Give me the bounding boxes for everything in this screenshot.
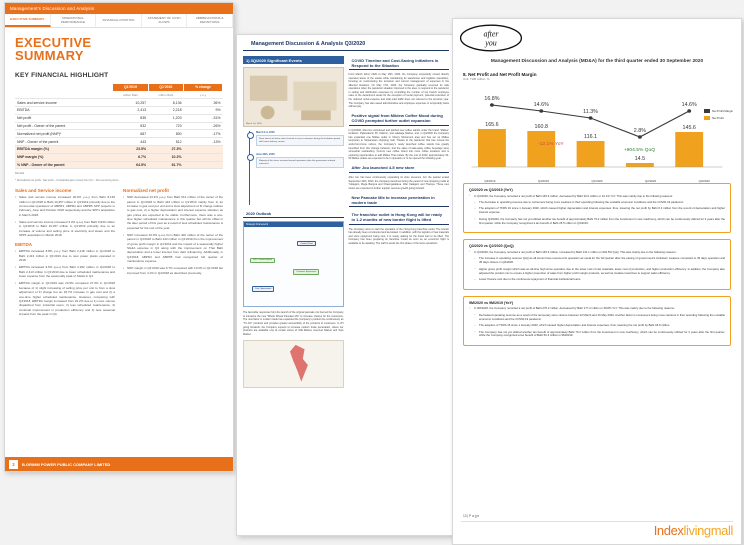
row-value-2: 512 — [148, 138, 183, 146]
doc1-title-line1: EXECUTIVE — [15, 35, 92, 50]
legend-swatch-icon — [704, 109, 710, 113]
legend-item-profit — [704, 116, 733, 120]
row-value-1: 835 — [113, 114, 148, 122]
row-value-3: 9% — [184, 107, 223, 115]
table-row — [15, 99, 223, 107]
brand-part-2: livingmall — [683, 523, 733, 538]
box-subitem: – The adoption of TFRS 16 since 1 January 2020, which caused higher depreciation and interest expenses; thus, lowering the net profit by Baht 18.9 million. — [469, 324, 725, 328]
box-item: ▪ In Q3/2020, the Company recorded a net profit of Baht 145.6 million, decreased by Baht 20.0 million or 12.1% YoY. This was mainly due to the following reasons: — [469, 195, 725, 199]
doc1-header-bar — [5, 3, 233, 14]
bullet-item: ▪ NNP margin in Q1'2019 was 6.7% compared with 10.2% in Q1'2018 but improved from 4.1% in Q4'2018 as described previously. — [123, 266, 223, 275]
th-blank — [15, 83, 113, 91]
table-row — [15, 114, 223, 122]
box-title: 9M/2020 vs 9M/2019 (YoY) — [469, 300, 514, 305]
thailand-map — [243, 340, 344, 388]
row-value-3 — [184, 161, 223, 169]
row-value-1: 687 — [113, 130, 148, 138]
x-tick: Q1/2020 — [591, 179, 603, 183]
row-label: % NNP - Owner of the parent — [15, 161, 113, 169]
section-hong-kong-franchise: The franchise outlet in Hong Kong will be ready in 1-2 months of new border flight is lifted — [349, 210, 450, 224]
timeline-item — [250, 153, 344, 168]
doc1-two-columns — [15, 188, 223, 319]
svg-text:+904.5% QoQ: +904.5% QoQ — [623, 148, 656, 153]
row-value-2: 1,203 — [148, 114, 183, 122]
row-value-2: 830 — [148, 130, 183, 138]
analysis-box-9m — [463, 296, 731, 346]
photo-caption: March 1st, 2020 — [246, 123, 262, 126]
row-value-3 — [184, 145, 223, 153]
timeline-date: March 1st, 2020 — [256, 131, 275, 135]
svg-text:you: you — [485, 38, 497, 48]
row-label: Sales and service income — [15, 99, 113, 107]
doc3-header: Management Discussion and Analysis (MD&A) for the third quarter ended 30 September 2020 — [490, 59, 704, 64]
doc3-section-title: 8. Net Profit and Net Profit Margin — [463, 72, 537, 77]
after-you-logo — [459, 23, 523, 53]
strategy-diagram — [243, 221, 344, 307]
x-tick: Q3/2020 — [698, 179, 710, 183]
doc1-body — [5, 28, 233, 325]
diagram-chip: Content Pivot — [297, 241, 315, 247]
chart-x-axis-labels — [463, 179, 731, 183]
events-timeline — [249, 131, 344, 205]
box-item: ▪ In Q3/2020, the Company recorded a net profit of Baht 145.6 million, increased by Baht 131.1 million or 904.5% QoQ. This was mainly due to the following reasons: — [469, 251, 725, 255]
document-mdna-q3-2020 — [236, 34, 456, 536]
legend-item-margin — [704, 109, 733, 113]
section-pancake-mix: New Pancake Mix to increase penetration in modern trade — [349, 193, 450, 207]
paragraph: After Jou has been continuously expanding its store presence. For the quarter ended September 30th, 2020, the Company launched during the period of new shopping malls at Yuttagarn, Mega Bangna and Chaengwattana. Wan Kalagarn and Thaniya. These new stores are expected to further support revenue growth going forward. — [348, 175, 449, 190]
page-number: 2 — [9, 460, 18, 469]
row-label: Net profit — [15, 114, 113, 122]
row-value-1: 2,413 — [113, 107, 148, 115]
row-value-2: 10.2% — [148, 153, 183, 161]
doc1-footer — [5, 457, 233, 471]
row-value-1: 10,257 — [113, 99, 148, 107]
section-mildew-coffee: Positive signal from Mildew Coffee Mood during COVID prompted further outlet expansion — [349, 112, 450, 126]
legend-swatch-icon — [704, 116, 710, 120]
row-value-2: 61.7% — [148, 161, 183, 169]
doc2-left-column — [243, 56, 344, 388]
bullet-item: ▪ NNP decreased 13.3% y-o-y from Baht 512 million of the owner of the parent in Q1'2018 to Baht 443 million in Q1'2019 mainly from 1) an increase in gas cost per unit and a slow adjustment of Ft charge relative to gas cost, 2) a higher depreciation and interest expense situation as gas prices are expected to be stable. Furthermore, there was a one-time higher scheduled maintenance in this quarter but will be offset in the later period of this year as a result of less scheduled maintenance is expected for the rest of the year. — [123, 195, 223, 230]
bullet-item: ▪ EBITDA increased 9.6% q-o-q from Baht 2,202 million in Q4'2018 to Baht 2,413 million in Q1'2019 due to lower scheduled maintenance and lower expense from the seasonally peak of SG&A in Q4. — [15, 265, 115, 278]
th-q1-2019: Q1'2019 — [113, 83, 148, 91]
row-value-3: -13% — [184, 138, 223, 146]
doc1-tab-strip[interactable] — [5, 14, 233, 28]
row-label: Normalized net profit (NNP)* — [15, 130, 113, 138]
key-financial-highlight-table — [15, 83, 223, 170]
timeline-date: June 30th, 2020 — [256, 153, 275, 157]
box-subitem: – The adoption of TFRS 16 since 1 January 2020, which caused higher depreciation and interest expenses; thus, lowering the net profit by Baht 6.3 million from the record of depreciation and higher interest expense. — [469, 207, 725, 215]
table-row — [15, 153, 223, 161]
store-photo — [243, 67, 344, 127]
bullet-item: ▪ EBITDA increased 8.8% y-o-y from Baht 2,218 million in Q1'2018 to Baht 2,413 million in Q1'2019 due to new power plants operated in 2018. — [15, 249, 115, 262]
section-after-jou: After Jou launched 4-5 new store — [349, 164, 450, 173]
section-2020-outlook: 2020 Outlook — [243, 209, 344, 218]
page-number: 13 | P a g e — [463, 514, 480, 518]
paragraph: The Company aims to start the operation of the Hong Kong franchise outlet. The branch has already been constructed and decorated. In addition, with the logistics of raw materials and store equipment being sent, it is ready, waiting for the travel ban to be lifted. The Company has been preparing its franchise model as soon as an economic flight is available to be awaiting. The staff to assist the first phase of the store operations. — [348, 227, 449, 245]
diagram-chip: O2O / Omni-channel — [250, 258, 275, 264]
row-value-1: 64.5% — [113, 161, 148, 169]
row-label: EBITDA margin (%) — [15, 145, 113, 153]
td-unit-blank — [15, 91, 113, 99]
svg-text:116.1: 116.1 — [584, 134, 598, 140]
svg-text:14.5: 14.5 — [634, 156, 646, 162]
box-subitem: – During Q3/2020, the Company has not yet utilized another tax benefit of approximately Baht 70.2 million from the investment in new machinery, which can be continuously utilized for 3 years after the first quarter, while the Company recognized a tax benefit of Baht 25.5 million in Q3/2019. — [469, 218, 725, 226]
th-pct-change: % change — [184, 83, 223, 91]
row-value-3: -31% — [184, 114, 223, 122]
doc1-section-title: KEY FINANCIAL HIGHLIGHT — [15, 71, 109, 79]
svg-text:after: after — [483, 29, 499, 39]
bullet-item: ▪ Sales and service income increased 20.6% y-o-y from Baht 8,136 million in Q1'2018 to Baht 10,257 million in Q1'2019 primarily due to the commercial operations of ABPR3, ABPR4 and ABPR5 SPP projects in February, June and October 2018 respectively and the SPP1 acquisition in March 2018. — [15, 195, 115, 217]
chart-legend — [704, 109, 733, 123]
box-subitem: – The decrease in operating revenue due to consumers being more cautious in their spending following the unstable economic conditions and the COVID-19 pandemic. — [469, 201, 725, 205]
tab-operational-performance[interactable]: OPERATIONAL PERFORMANCE — [51, 14, 97, 27]
table-row — [15, 138, 223, 146]
footer-divider — [461, 521, 733, 522]
svg-text:14.6%: 14.6% — [533, 102, 549, 108]
th-q1-2018: Q1'2018 — [148, 83, 183, 91]
row-value-3: 26% — [184, 99, 223, 107]
row-value-2: 723 — [148, 122, 183, 130]
row-label: NNP - Owner of the parent — [15, 138, 113, 146]
box-subitem: – The increase in operating revenue QoQ as all stores have resumed its operation as usual for the full quarter after the easing of government's lockdown measure compared to 45 days operation and 45 days closure in Q2/2020. — [469, 257, 725, 265]
row-value-3: -17% — [184, 130, 223, 138]
analysis-box-qoq — [463, 239, 731, 289]
diagram-chip: Customer Experience — [293, 269, 319, 275]
doc3-chart-unit: Unit: THB million, % — [463, 77, 490, 81]
bullet-item: ▪ EBITDA margin in Q1'2019 was 23.5% compared 27.3% in Q1'2018 because of 1) slight increasing of selling price per unit to from a slow adjustment of Ft charge but an 18.7% increase in gas cost and 2) a one-time higher scheduled maintenance. However, comparing with Q4'2018, EBITDA margin increased from 22.2% due to 1) more volume dispatched from industrial users, 2) less scheduled maintenance, 3) continual improvement in production efficiency and 4) less seasonal impacts from the peak in Q4. — [15, 281, 115, 316]
svg-text:-12.1% YoY: -12.1% YoY — [538, 142, 564, 147]
diagram-chip: Cost Optimization — [252, 286, 274, 292]
svg-text:165.6: 165.6 — [485, 122, 499, 128]
table-row — [15, 107, 223, 115]
company-name: B.GRIMM POWER PUBLIC COMPANY LIMITED — [22, 461, 111, 467]
tab-abbreviations[interactable]: ABBREVIATIONS & DEFINITIONS — [187, 14, 233, 27]
box-subitem: – Lower finance cost due to the continuous repayment of financial institutional loans. — [469, 278, 725, 282]
remark-text: * Normalized net profit - Net profit – Unrealized gain / (loss) from FX – Non-recurring items — [15, 178, 119, 182]
timeline-item — [250, 131, 344, 146]
svg-text:11.3%: 11.3% — [583, 109, 598, 115]
net-profit-chart — [463, 85, 733, 183]
doc1-left-column — [15, 188, 115, 319]
td-unit-1: million Baht — [113, 91, 148, 99]
heading-normalized-net-profit: Normalized net profit — [123, 188, 169, 194]
row-value-3 — [184, 153, 223, 161]
bullet-item: ▪ Sales and service income increased 3.3% q-o-q from Baht 9,933 million in Q4'2018 to Baht 10,257 million in Q1'2019 primarily due to an increase of volume and selling price of electricity and steam and the SPP1 acquisition in March 2018. — [15, 220, 115, 237]
outlook-paragraph: The favorable responses from the launch of the original pancake mix has led the Company to introduce the new "Whole Wheat Pancake Mix" to increase choices for the customers. The new flavor in modern trade has expanded the Company's product line continuously as "Tin Dtr" products and provides greater accessibility of the products to customers. In 2H going forwards, the Company expects to increase modern trade penetration, where our products are available only at certain stores of Villa Market, Gourmet Market and Tops Market. — [243, 311, 344, 336]
box-item: ▪ In 9M/2020, the Company recorded a net profit of Baht 276.2 million, decreased by Baht 177.2 million or 38.8% YoY. This was mainly due to the following reasons: — [469, 307, 725, 311]
svg-text:16.8%: 16.8% — [484, 96, 500, 102]
heading-sales-and-service-income: Sales and Service income — [15, 188, 72, 194]
svg-text:145.6: 145.6 — [682, 125, 696, 131]
paragraph: From March 22nd, 2020 to May 16th, 2020, the Company temporarily closed directly operated areas of the estate while maintaining its warehouse and logistics operations, focusing on restructuring the provision and current management of expenses in the affected locations. On May 17th, 2020, the Company gradually resumed its safe operations when the pandemic situation improved in the area, to respond to the pandemic in selling and distribution expenses by controlling the number of top branch employee rates to the department areas for the exception of rental payment, potential extension of the reduced rental expense and total road traffic does not referred to the previous year. The Company has also saved administrative and employee expenses in temporarily basis without pay. — [348, 73, 449, 109]
row-value-1: 23.5% — [113, 145, 148, 153]
box-subitem: – The Company has not yet utilized another tax benefit of approximately Baht 70.2 million from the investment in new machinery, which can be continuously utilized for 3 years after the first quarter, while the Company recognized a tax benefit of Baht 50.3 million in 9M/2019. — [469, 331, 725, 339]
row-label: EBITDA — [15, 107, 113, 115]
box-title: Q3/2020 vs Q3/2019 (YoY) — [469, 188, 513, 192]
photo-illustration — [244, 68, 343, 126]
document-executive-summary — [4, 2, 234, 472]
x-tick: Q3/2019 — [484, 179, 496, 183]
doc2-title: Management Discussion & Analysis Q3/2020 — [243, 35, 449, 51]
legend-label: Net Profit — [712, 116, 724, 120]
td-unit-3: y-o-y — [184, 91, 223, 99]
row-value-3: -26% — [184, 122, 223, 130]
row-label: NNP margin (%) — [15, 153, 113, 161]
index-living-mall-logo — [654, 523, 733, 538]
table-row — [15, 161, 223, 169]
svg-text:2.8%: 2.8% — [633, 128, 646, 134]
bullet-item: ▪ NNP increased 10.0% q-o-q from Baht 403 million of the owner of the parent in Q4'2018 to Baht 443 million in Q1'2019 from the improvement of gross profit margin in Q1'2019 and the impact of a seasonally higher SG&A expense in Q4 along with the improvement on Thai Baht depreciation and a lower interest from debt refinancing. Additionally, in Q4'2018, ABPR4 and ABPR5 had recognized full quarter of maintenance expense. — [123, 233, 223, 263]
row-value-1: 532 — [113, 122, 148, 130]
x-tick: Q2/2020 — [645, 179, 657, 183]
svg-text:160.8: 160.8 — [534, 124, 548, 130]
table-row — [15, 122, 223, 130]
doc1-title-line2: SUMMARY — [15, 48, 84, 64]
tab-executive-summary[interactable]: EXECUTIVE SUMMARY — [5, 14, 51, 27]
table-header-row — [15, 83, 223, 91]
x-tick: Q4/2019 — [537, 179, 549, 183]
legend-label: Net Profit Margin — [712, 109, 733, 113]
row-value-2: 27.3% — [148, 145, 183, 153]
remark-title: Remark — [15, 172, 25, 176]
table-row — [15, 145, 223, 153]
section-covid-timeline: COVID Timeline and Cost-Saving Initiatives in Respond to the Situation — [349, 56, 450, 70]
tab-statement-of-cash-flows[interactable]: STATEMENT OF CASH FLOWS — [142, 14, 188, 27]
map-shape — [285, 345, 311, 382]
table-unit-row — [15, 91, 223, 99]
chart-svg — [463, 85, 731, 173]
row-label: Net profit - Owner of the parent — [15, 122, 113, 130]
td-unit-2: million Baht — [148, 91, 183, 99]
section-significant-events: 1) 3Q/2020 Significant Events — [243, 56, 344, 64]
table-row — [15, 130, 223, 138]
doc1-right-column — [123, 188, 223, 319]
timeline-text: Store launch of online sales channel to serve customers during the lockdown period with home delivery service. — [256, 135, 344, 146]
tab-financial-position[interactable]: FINANCIAL POSITION — [96, 14, 142, 27]
doc2-right-column — [349, 56, 450, 388]
box-title: Q3/2020 vs Q2/2020 (QoQ) — [469, 244, 514, 249]
analysis-box-yoy-q3 — [463, 183, 731, 233]
brand-part-1: Index — [653, 523, 684, 538]
row-value-1: 6.7% — [113, 153, 148, 161]
timeline-text: Majority of the stores resumed normal operations after the government relaxed measures. — [256, 157, 344, 168]
paragraph: In Q3/2020, After line introduced and pitched new coffee stands under the brand "Midlee" locations. Palamakurin 35, Kaltorm, and Lalatage Market, and, in Q3/2020 the Company has expanded one Midlee outlet in Victory Monument area and has set up Midlee temporary in Sinpanekan shopping mall. Thanks to the pandemic that has moved the work-from-home culture, the Company's newly launched coffee stands has greatly benefited from this change behavior, and the sales of take-away coffee beverage were somewhat outstanding. Current new coffee brand into more coffee locations and is exploring opportunities to add Midlee Thai outlets. By the end of 2020, approximately 40-50 Midlee outlets are expected to be in operation or to be opened the following year. — [348, 128, 449, 161]
row-value-2: 2,218 — [148, 107, 183, 115]
doc2-two-columns — [237, 51, 455, 388]
svg-text:14.6%: 14.6% — [681, 102, 697, 108]
heading-ebitda: EBITDA — [15, 242, 33, 248]
row-value-1: 443 — [113, 138, 148, 146]
doc1-header-title: Management's Discussion and Analysis — [10, 6, 95, 11]
box-subitem: – Decreased operating revenue as a result of the temporary store closure between 22 March and 16 May 2020. Another factor is consumers being more cautious in their spending following the unstable economic conditions and the COVID-19 pandemic. — [469, 314, 725, 322]
document-after-you-mdna — [452, 18, 742, 545]
row-value-2: 8,136 — [148, 99, 183, 107]
box-subitem: – Higher gross profit margin which was an all-time high since operation due to the lower cost of raw materials, lower cost of production, and higher production efficiency. In addition, the Company also adjusted the product mix to ensure a higher proportion of sales from higher profit margin products, as well as creative incentives to support sales efficiency. — [469, 268, 725, 276]
diagram-title: Strategic Framework — [244, 222, 343, 227]
